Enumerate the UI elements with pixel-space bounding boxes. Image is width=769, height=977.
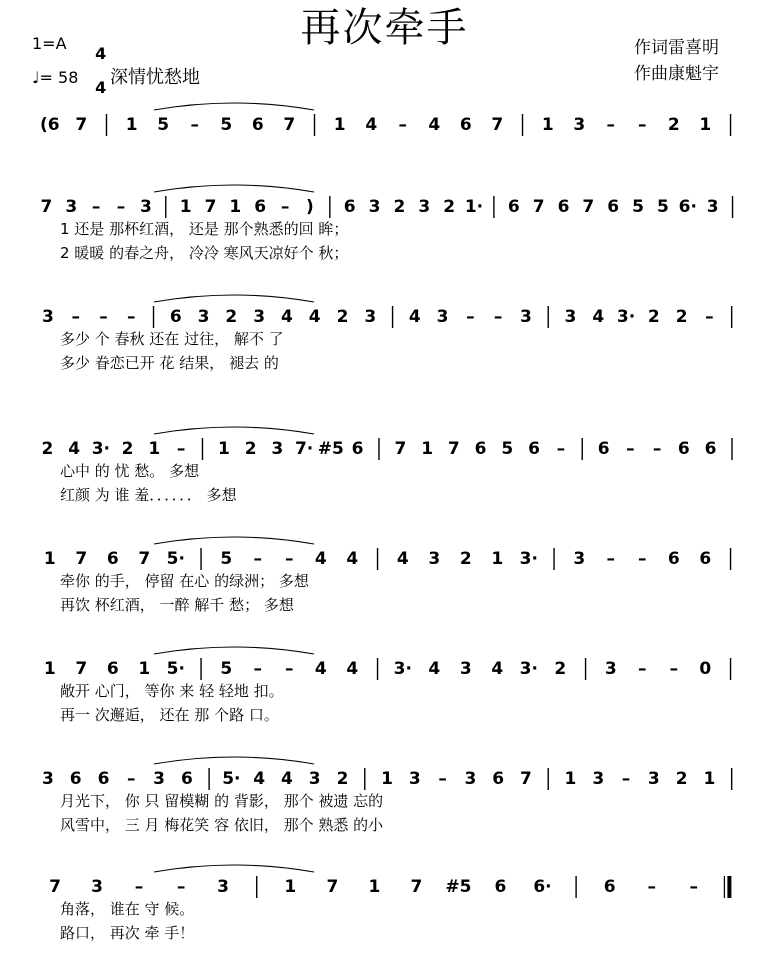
note: 4 (68, 439, 81, 459)
note: 6 (69, 769, 82, 789)
time-sig-bottom: 4 (95, 78, 107, 97)
note: 3 (91, 877, 103, 897)
lyric-verse-1: 牵你 的手， 停留 在心 的绿洲； 多想 (60, 572, 309, 590)
note: 6 (603, 877, 616, 897)
note: 6 (699, 549, 712, 569)
note: 7 (532, 197, 545, 217)
lyric-verse-1: 1 还是 那杯红酒， 还是 那个熟悉的回 眸； (60, 220, 349, 238)
note: 2 (121, 439, 134, 459)
note: – (606, 115, 616, 135)
note: – (134, 877, 144, 897)
lyric-verse-2: 再一 次邂逅， 还在 那 个路 口。 (60, 706, 279, 724)
note: 3 (271, 439, 284, 459)
note: – (253, 659, 263, 679)
note: 5 (220, 659, 233, 679)
note: – (705, 307, 714, 327)
note: 5 (632, 197, 644, 217)
note: 5· (166, 659, 185, 679)
note: 4 (365, 115, 378, 135)
note: 4 (428, 115, 441, 135)
note: 3 (41, 769, 54, 789)
lyric-verse-2: 风雪中， 三 月 梅花笑 容 依旧， 那个 熟悉 的小 (60, 816, 384, 834)
note: 2 (443, 197, 456, 217)
note: – (638, 659, 647, 679)
note: – (127, 769, 136, 789)
note: 6 (169, 307, 182, 327)
note: 5· (222, 769, 241, 789)
tempo-marking: ♩= 58 (32, 68, 79, 87)
note: 4 (281, 769, 293, 789)
note: 1 (43, 549, 56, 569)
note: – (689, 877, 699, 897)
note: 2 (647, 307, 660, 327)
note: 3 (592, 769, 605, 789)
lyric-verse-2: 多少 眷恋已开 花 结果， 褪去 的 (60, 354, 279, 372)
note: 4 (281, 307, 293, 327)
note: – (466, 307, 475, 327)
note: 1· (464, 197, 484, 217)
note: 1 (333, 115, 346, 135)
composer-credit: 作曲康魁宇 (634, 64, 719, 84)
note: 3 (464, 769, 477, 789)
note: 1 (217, 439, 230, 459)
note: – (647, 877, 656, 897)
note: 3 (459, 659, 472, 679)
note: – (176, 439, 186, 459)
note: 5 (220, 549, 233, 569)
note: 3 (647, 769, 660, 789)
note: 6 (474, 439, 487, 459)
note: #5 (317, 439, 344, 459)
note: 7 (75, 115, 88, 135)
slur (154, 427, 314, 434)
note: 1 (368, 877, 381, 897)
note: 3 (253, 307, 266, 327)
note: 6 (351, 439, 364, 459)
note: (6 (39, 115, 60, 135)
note: 1 (125, 115, 138, 135)
note: 3· (519, 659, 538, 679)
lyric-verse-2: 红颜 为 谁 羞．．．．．． 多想 (60, 486, 237, 504)
note: 6 (97, 769, 110, 789)
note: 3 (153, 769, 166, 789)
note: 0 (699, 659, 712, 679)
note: 7 (204, 197, 217, 217)
note: 6 (459, 115, 472, 135)
note: 3· (519, 549, 538, 569)
note: 3 (706, 197, 719, 217)
note: 7 (49, 877, 61, 897)
note: 7 (410, 877, 423, 897)
note: 6 (106, 659, 119, 679)
slur (154, 647, 314, 654)
note: – (626, 439, 635, 459)
note: 4 (408, 307, 421, 327)
note: 4 (346, 659, 359, 679)
note: 3· (616, 307, 636, 327)
note: 7 (40, 197, 53, 217)
note: – (669, 659, 679, 679)
note: 3 (418, 197, 431, 217)
note: 7 (447, 439, 460, 459)
note: 7 (283, 115, 296, 135)
note: 3 (604, 659, 617, 679)
note: 5 (220, 115, 233, 135)
lyric-verse-1: 月光下， 你 只 留模糊 的 背影， 那个 被遗 忘的 (60, 792, 384, 810)
note: 4 (314, 549, 327, 569)
note: – (176, 877, 186, 897)
note: 7 (394, 439, 407, 459)
slur (154, 103, 314, 110)
note: 3 (573, 549, 586, 569)
note: 3 (139, 197, 152, 217)
slur (154, 537, 314, 544)
note: 2 (667, 115, 680, 135)
note: 6 (557, 197, 570, 217)
note: 6· (533, 877, 552, 897)
note: 1 (43, 659, 56, 679)
note: – (621, 769, 631, 789)
note: – (285, 549, 294, 569)
note: 7· (294, 439, 314, 459)
note: – (127, 307, 136, 327)
slur (154, 185, 314, 192)
lyric-verse-1: 角落， 谁在 守 候。 (60, 900, 195, 918)
note: 4 (308, 307, 321, 327)
note: 6 (607, 197, 620, 217)
note: – (493, 307, 503, 327)
note: 1 (229, 197, 242, 217)
note: 2 (554, 659, 567, 679)
note: 1 (703, 769, 716, 789)
note: 3 (308, 769, 321, 789)
note: 4 (396, 549, 409, 569)
key-signature: 1=A (32, 34, 67, 53)
note: 3 (41, 307, 54, 327)
note: – (253, 549, 263, 569)
lyric-verse-2: 路口， 再次 牵 手！ (60, 924, 195, 942)
note: 7 (75, 659, 88, 679)
note: 5· (166, 549, 185, 569)
note: ) (306, 197, 314, 217)
note: 2 (244, 439, 257, 459)
note: 6 (507, 197, 520, 217)
note: 3 (573, 115, 586, 135)
note: 6 (677, 439, 690, 459)
slur (154, 865, 314, 872)
note: 6 (106, 549, 119, 569)
note: 4 (314, 659, 327, 679)
note: 1 (699, 115, 712, 135)
note: 4 (346, 549, 359, 569)
note: 7 (520, 769, 532, 789)
note: 3 (408, 769, 421, 789)
note: 2 (336, 307, 349, 327)
note: – (285, 659, 294, 679)
note: 2 (225, 307, 238, 327)
note: 4 (592, 307, 605, 327)
note: 1 (284, 877, 297, 897)
note: 4 (491, 659, 504, 679)
note: – (638, 115, 647, 135)
note: 3 (364, 307, 377, 327)
note: 7 (491, 115, 504, 135)
note: – (280, 197, 290, 217)
note: – (398, 115, 408, 135)
note: – (190, 115, 199, 135)
note: 6 (667, 549, 680, 569)
note: 7 (326, 877, 339, 897)
note: 6 (492, 769, 505, 789)
note: – (116, 197, 126, 217)
note: – (652, 439, 662, 459)
slur (154, 757, 314, 764)
lyric-verse-1: 敞开 心门， 等你 来 轻 轻地 扣。 (60, 682, 284, 700)
note: – (556, 439, 566, 459)
note: 7 (138, 549, 151, 569)
lyricist-credit: 作词雷喜明 (634, 38, 719, 58)
note: 3 (368, 197, 381, 217)
note: 2 (393, 197, 406, 217)
note: 3 (564, 307, 577, 327)
note: 2 (675, 307, 688, 327)
note: 6· (678, 197, 697, 217)
note: 1 (541, 115, 554, 135)
note: 6 (704, 439, 717, 459)
note: 1 (421, 439, 434, 459)
note: 1 (148, 439, 161, 459)
note: 2 (459, 549, 472, 569)
note: 5 (157, 115, 170, 135)
lyric-verse-2: 再饮 杯红酒， 一醉 解千 愁； 多想 (60, 596, 294, 614)
note: – (438, 769, 447, 789)
expression-marking: 深情忧愁地 (110, 67, 200, 88)
note: 3 (197, 307, 210, 327)
note: 3· (91, 439, 111, 459)
note: – (99, 307, 108, 327)
note: 3 (65, 197, 78, 217)
song-title: 再次牵手 (300, 5, 469, 51)
note: 6 (494, 877, 507, 897)
lyric-verse-2: 2 暖暖 的春之舟， 冷冷 寒风天凉好个 秋； (60, 244, 349, 262)
note: – (71, 307, 80, 327)
note: 7 (582, 197, 595, 217)
note: 6 (343, 197, 356, 217)
note: 6 (528, 439, 541, 459)
note: 3 (520, 307, 532, 327)
note: 4 (253, 769, 266, 789)
note: 6 (597, 439, 610, 459)
lyric-verse-1: 多少 个 春秋 还在 过往， 解不 了 (60, 330, 284, 348)
note: – (606, 549, 616, 569)
note: #5 (445, 877, 472, 897)
note: 1 (179, 197, 192, 217)
note: 1 (491, 549, 504, 569)
time-sig-top: 4 (95, 44, 107, 63)
note: 2 (336, 769, 349, 789)
note: 3· (393, 659, 412, 679)
note: 2 (675, 769, 688, 789)
note: 2 (41, 439, 54, 459)
note: 3 (217, 877, 230, 897)
note: 3 (436, 307, 449, 327)
note: 7 (75, 549, 88, 569)
note: 6 (251, 115, 264, 135)
note: 1 (138, 659, 151, 679)
note: 4 (428, 659, 441, 679)
note: – (91, 197, 101, 217)
note: 1 (564, 769, 577, 789)
note: 6 (254, 197, 267, 217)
note: 5 (657, 197, 669, 217)
slur (154, 295, 314, 302)
note: 6 (180, 769, 193, 789)
note: 1 (381, 769, 393, 789)
note: 3 (428, 549, 441, 569)
note: – (638, 549, 647, 569)
note: 5 (501, 439, 514, 459)
lyric-verse-1: 心中 的 忧 愁。 多想 (60, 462, 200, 480)
